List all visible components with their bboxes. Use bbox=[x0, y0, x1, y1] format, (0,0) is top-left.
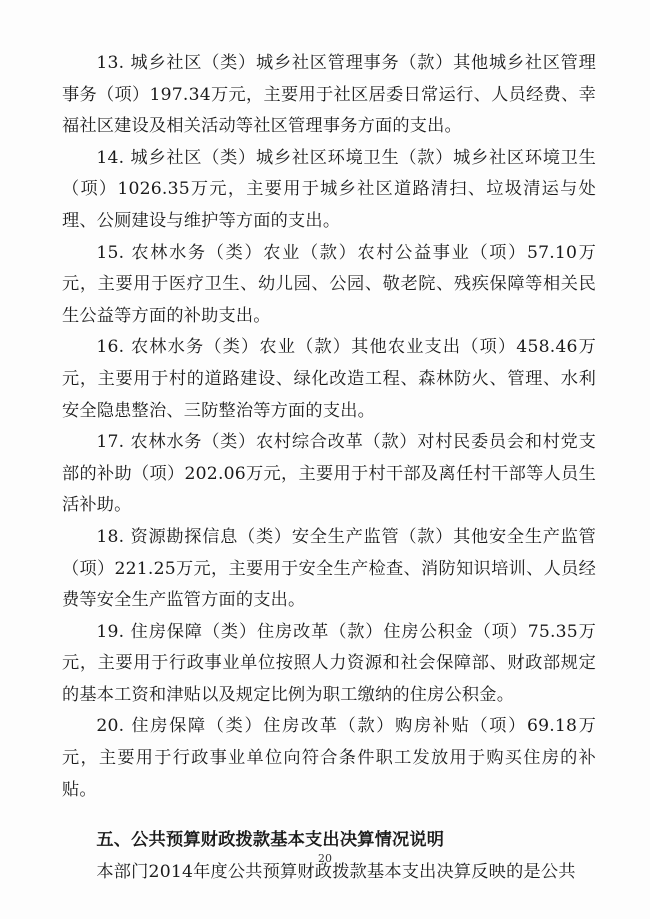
paragraph-item-20: 20. 住房保障（类）住房改革（款）购房补贴（项）69.18万元，主要用于行政事业单位向符合条件职工发放用于购买住房的补贴。 bbox=[62, 716, 596, 800]
paragraph-item-19: 19. 住房保障（类）住房改革（款）住房公积金（项）75.35万元，主要用于行政事业单位按照人力资源和社会保障部、财政部规定的基本工资和津贴以及规定比例为职工缴纳的住房公积金。 bbox=[62, 621, 596, 705]
paragraph-item-18: 18. 资源勘探信息（类）安全生产监管（款）其他安全生产监管（项）221.25万元，主要用于安全生产检查、消防知识培训、人员经费等安全生产监管方面的支出。 bbox=[62, 526, 596, 611]
document-body bbox=[62, 48, 596, 888]
paragraph-item-13: 13. 城乡社区（类）城乡社区管理事务（款）其他城乡社区管理事务（项）197.34万元，主要用于社区居委日常运行、人员经费、幸福社区建设及相关活动等社区管理事务方面的支出。 bbox=[62, 53, 596, 137]
paragraph-item-14: 14. 城乡社区（类）城乡社区环境卫生（款）城乡社区环境卫生（项）1026.35万元，主要用于城乡社区道路清扫、垃圾清运与处理、公厕建设与维护等方面的支出。 bbox=[62, 147, 596, 231]
section-heading: 五、公共预算财政拨款基本支出决算情况说明 bbox=[96, 830, 445, 851]
paragraph-item-16: 16. 农林水务（类）农业（款）其他农业支出（项）458.46万元，主要用于村的道路建设、绿化改造工程、森林防火、管理、水利安全隐患整治、三防整治等方面的支出。 bbox=[62, 337, 596, 421]
page-number: 20 bbox=[318, 852, 332, 865]
paragraph-item-17: 17. 农林水务（类）农村综合改革（款）对村民委员会和村党支部的补助（项）202.06万元，主要用于村干部及离任村干部等人员生活补助。 bbox=[62, 432, 596, 516]
section-paragraph: 本部门2014年度公共预算财政拨款基本支出决算反映的是公共 bbox=[96, 861, 576, 882]
paragraph-item-15: 15. 农林水务（类）农业（款）农村公益事业（项）57.10万元，主要用于医疗卫生、幼儿园、公园、敬老院、残疾保障等相关民生公益等方面的补助支出。 bbox=[62, 242, 596, 326]
